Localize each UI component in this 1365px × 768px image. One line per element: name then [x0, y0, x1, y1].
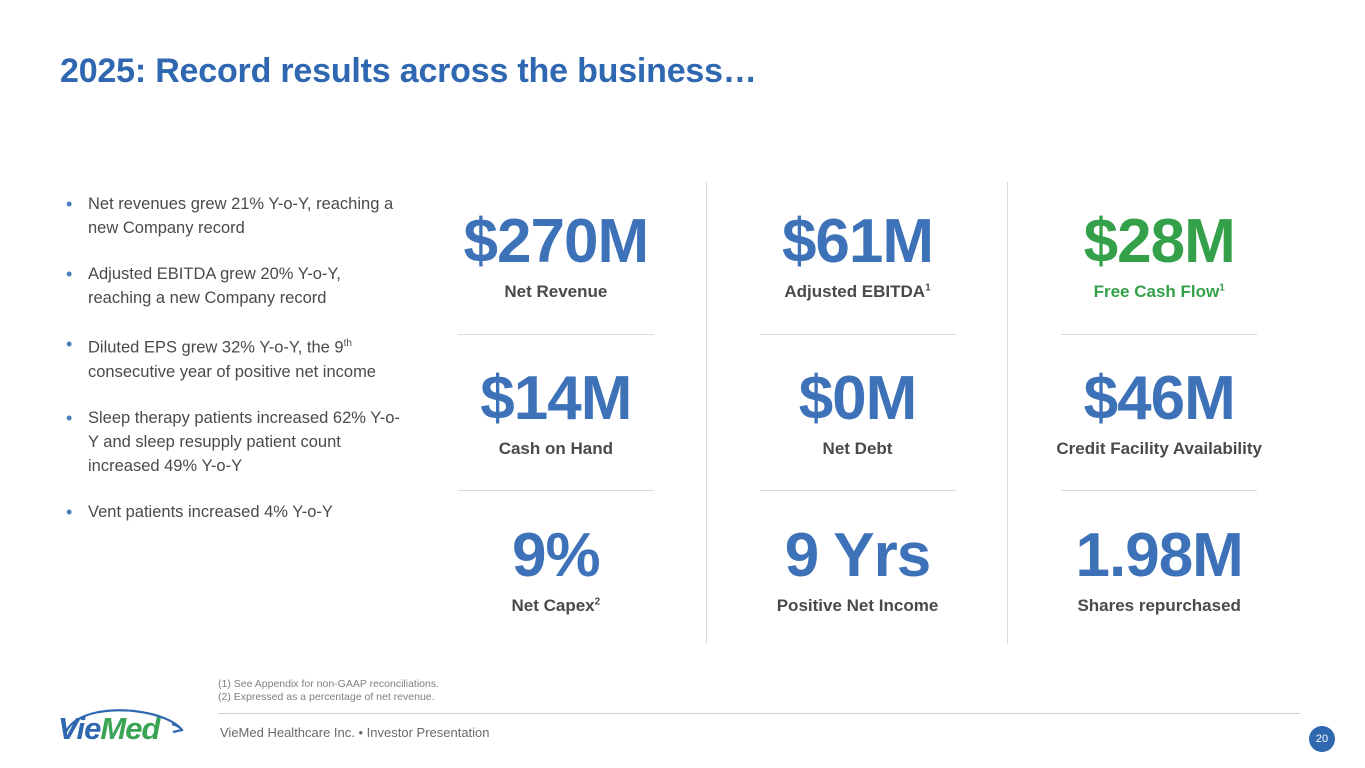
list-item	[60, 500, 400, 524]
footer-divider	[218, 713, 1300, 714]
metric-net-debt	[707, 335, 1009, 492]
metric-label	[784, 282, 930, 302]
footnotes	[218, 678, 439, 704]
metric-value: 1.98M	[1075, 520, 1243, 590]
bullet-marker-icon: •	[66, 264, 73, 284]
metric-value: 9%	[512, 520, 600, 590]
metric-label: Shares repurchased	[1077, 595, 1241, 615]
metric-label	[1094, 282, 1225, 302]
metric-net-revenue	[405, 178, 707, 335]
logo-swoosh-icon	[60, 708, 184, 738]
footer-text: VieMed Healthcare Inc. • Investor Presentation	[220, 725, 490, 740]
metric-shares-repurchased	[1008, 491, 1310, 648]
footnote-marker: 1	[1219, 282, 1225, 294]
bullet-list	[60, 192, 400, 546]
footnote-marker: 1	[925, 282, 931, 294]
metric-value: $270M	[463, 207, 649, 277]
metrics-column-2	[707, 178, 1009, 648]
metric-value: $28M	[1083, 207, 1235, 277]
metric-label: Net Revenue	[504, 282, 608, 302]
list-item	[60, 332, 400, 384]
list-item-text: Diluted EPS grew 32% Y-o-Y, the 9th consecutive year of positive net income	[88, 338, 376, 381]
metric-label: Net Debt	[822, 439, 893, 459]
list-item	[60, 406, 400, 478]
list-item-text: Net revenues grew 21% Y-o-Y, reaching a new Company record	[88, 195, 394, 237]
metric-value: $46M	[1083, 363, 1235, 433]
metric-free-cash-flow	[1008, 178, 1310, 335]
metric-cash-on-hand	[405, 335, 707, 492]
list-item-text: Adjusted EBITDA grew 20% Y-o-Y, reaching a new Company record	[88, 265, 341, 307]
footnote-1: (1) See Appendix for non-GAAP reconciliations.	[218, 678, 440, 690]
logo-text-med: Med	[100, 711, 160, 746]
bullet-marker-icon: •	[66, 194, 73, 214]
list-item-text: Vent patients increased 4% Y-o-Y	[88, 502, 333, 521]
bullet-marker-icon: •	[66, 334, 73, 354]
page-number-badge: 20	[1309, 726, 1335, 752]
metric-label-text: Adjusted EBITDA	[784, 282, 926, 302]
metric-label: Cash on Hand	[498, 439, 613, 459]
list-item-text: Sleep therapy patients increased 62% Y-o-Y and sleep resupply patient count increased 49% Y-o-Y	[88, 408, 400, 475]
list-item	[60, 192, 400, 240]
metric-label-text: Net Capex	[511, 595, 595, 615]
metric-value: $0M	[798, 363, 917, 433]
metrics-grid	[405, 178, 1310, 648]
metric-net-capex	[405, 491, 707, 648]
page-title: 2025: Record results across the business…	[60, 52, 757, 90]
bullet-marker-icon: •	[66, 501, 73, 522]
footnote-marker: 2	[594, 596, 601, 608]
metric-value: $61M	[781, 207, 934, 277]
metrics-column-1	[405, 178, 707, 648]
logo-text-vie: Vie	[58, 711, 101, 746]
metric-label	[511, 596, 600, 616]
metric-label: Credit Facility Availability	[1056, 439, 1262, 459]
footnote-2: (2) Expressed as a percentage of net revenue.	[218, 691, 435, 703]
metric-credit-facility-availability	[1008, 335, 1310, 492]
bullet-marker-icon: •	[66, 407, 73, 428]
metric-adjusted-ebitda	[707, 178, 1009, 335]
metric-label: Positive Net Income	[776, 595, 939, 615]
metric-label-text: Free Cash Flow	[1093, 282, 1220, 302]
list-item	[60, 262, 400, 310]
viemed-logo	[58, 706, 188, 754]
metric-value: 9 Yrs	[784, 520, 931, 590]
metrics-column-3	[1008, 178, 1310, 648]
metric-positive-net-income	[707, 491, 1009, 648]
metric-value: $14M	[480, 363, 632, 433]
